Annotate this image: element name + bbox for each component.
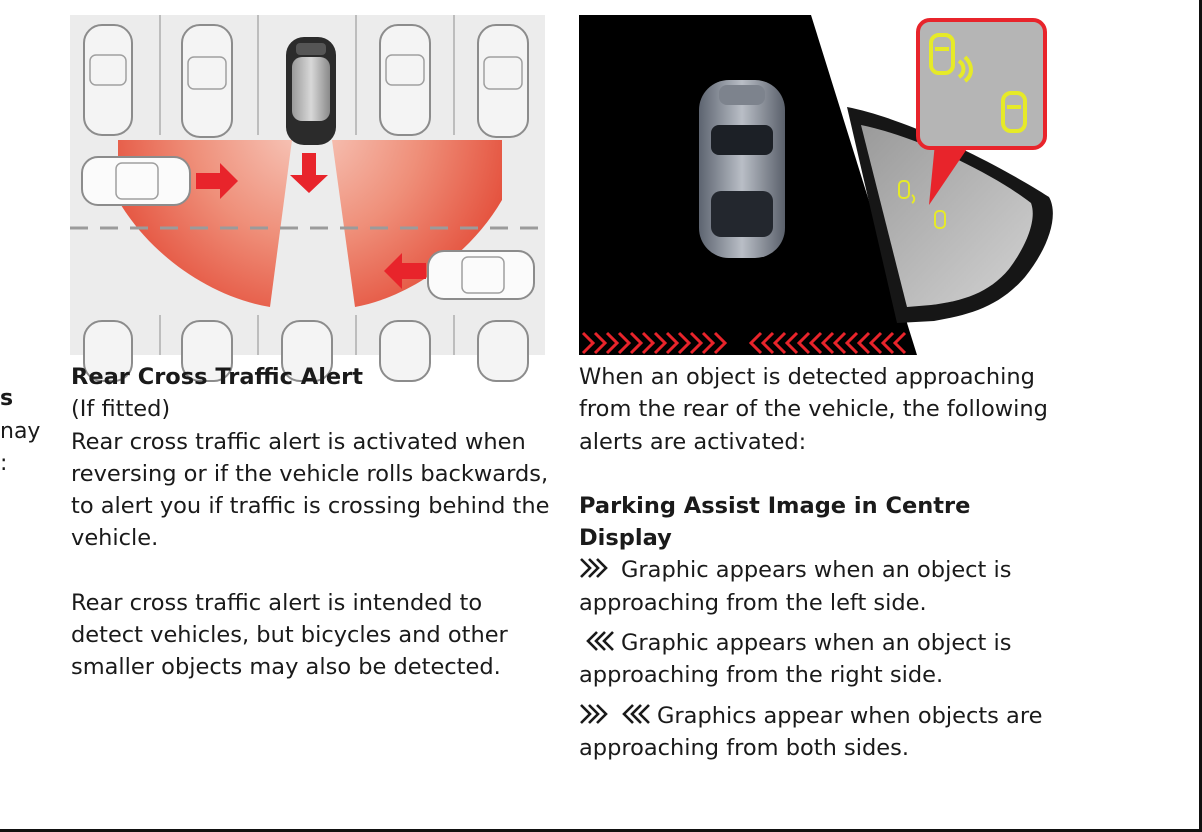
chevrons-left-icon	[579, 629, 615, 653]
alert-item-right-text: Graphic appears when an object is approaching from the right side.	[579, 630, 1012, 689]
crossing-car-right	[428, 251, 534, 299]
rear-cross-traffic-illustration	[70, 15, 545, 355]
alerts-intro: When an object is detected approaching from the rear of the vehicle, the following alerts are activated:	[579, 364, 1048, 455]
mirror-indicator-callout	[918, 20, 1045, 148]
chevrons-right-icon	[579, 556, 615, 580]
left-column-fragment-1: s	[0, 386, 14, 411]
chevrons-both-icon	[579, 702, 651, 726]
parking-assist-heading: Parking Assist Image in Centre Display	[579, 492, 971, 552]
parking-assist-display-illustration	[579, 15, 1057, 355]
left-column-fragment-2: nay	[0, 419, 41, 444]
alert-item-both-text: Graphics appear when objects are approaching from both sides.	[579, 702, 1043, 761]
crossing-car-left	[82, 157, 190, 205]
reversing-car	[286, 37, 336, 145]
alert-item-left	[579, 554, 1059, 619]
alert-item-right	[579, 627, 1059, 692]
rcta-title: Rear Cross Traffic Alert	[71, 364, 364, 390]
alert-item-both	[579, 700, 1059, 765]
rcta-section	[71, 361, 551, 684]
left-column-fragment-3: :	[0, 451, 8, 476]
rcta-detection-note: Rear cross traffic alert is intended to detect vehicles, but bicycles and other smaller objects may also be detected.	[71, 589, 508, 681]
display-car	[699, 80, 785, 258]
rcta-fitted-note: (If fitted)	[71, 396, 171, 423]
rcta-description: Rear cross traffic alert is activated when reversing or if the vehicle rolls backwards, to alert you if traffic is crossing behind the vehicle.	[71, 428, 550, 552]
alert-item-left-text: Graphic appears when an object is approaching from the left side.	[579, 557, 1012, 616]
alerts-section	[579, 361, 1059, 764]
